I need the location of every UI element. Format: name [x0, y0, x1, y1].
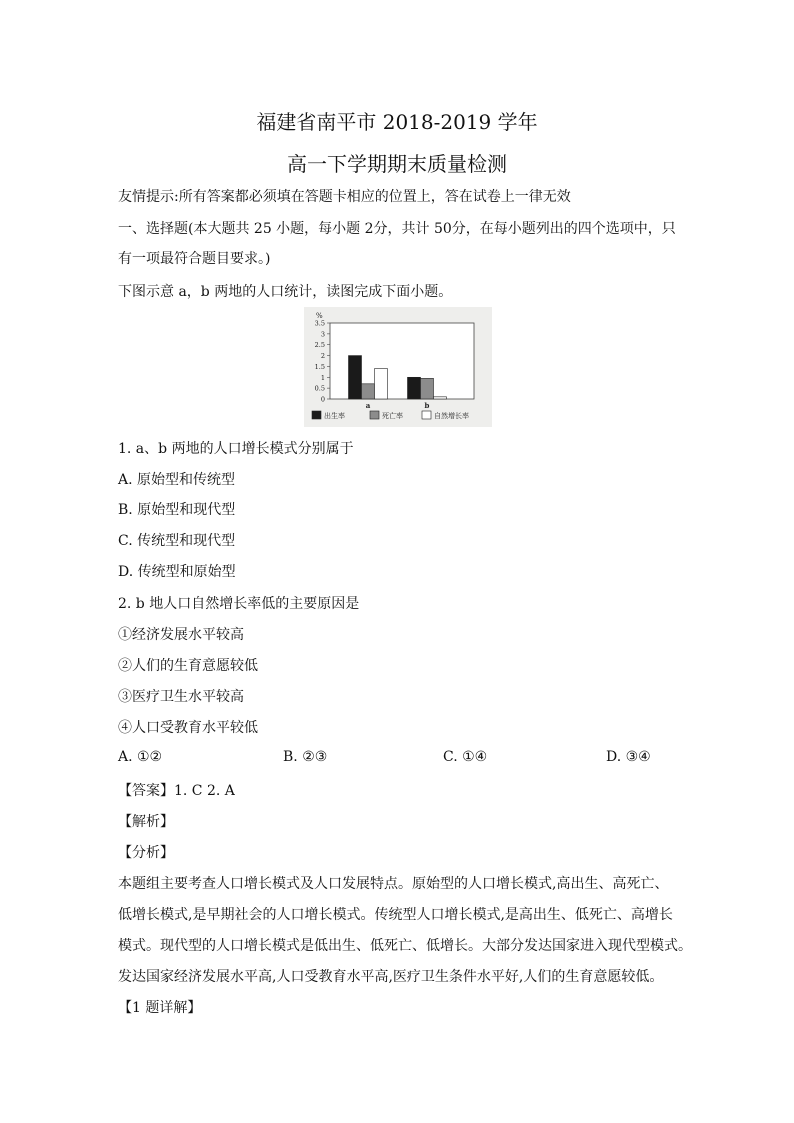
y-tick-label: 1.5: [314, 362, 325, 371]
notice-text: 友情提示:所有答案都必须填在答题卡相应的位置上，答在试卷上一律无效: [118, 189, 571, 205]
analysis-line-1: 本题组主要考查人口增长模式及人口发展特点。原始型的人口增长模式,高出生、高死亡、: [118, 876, 669, 892]
q2-option-a: A. ①②: [118, 749, 163, 765]
q1-option-b: B. 原始型和现代型: [118, 502, 236, 518]
q2-option-d: D. ③④: [606, 749, 651, 765]
q2-option-b: B. ②③: [283, 749, 328, 765]
x-tick-label: b: [424, 401, 430, 410]
q2-item-4: ④人口受教育水平较低: [118, 720, 258, 736]
y-tick-label: 2: [320, 352, 325, 361]
detail-label: 【1 题详解】: [118, 1000, 202, 1016]
q2-stem: 2. b 地人口自然增长率低的主要原因是: [118, 596, 360, 612]
y-tick-label: 3: [320, 330, 325, 339]
section-heading-line2: 有一项最符合题目要求。): [118, 251, 271, 267]
q2-item-3: ③医疗卫生水平较高: [118, 689, 244, 705]
page-subtitle: 高一下学期期末质量检测: [287, 152, 507, 176]
fenxi-label: 【分析】: [118, 845, 174, 861]
legend-swatch-1: [312, 411, 321, 419]
y-tick-label: 2.5: [314, 341, 325, 350]
section-heading-line1: 一、选择题(本大题共 25 小题，每小题 2分，共计 50分，在每小题列出的四个选项中，只: [118, 221, 676, 237]
legend-swatch-2: [370, 411, 379, 419]
q1-stem: 1. a、b 两地的人口增长模式分别属于: [118, 441, 354, 457]
bar-a-series-3: [375, 369, 388, 399]
legend-label-3: 自然增长率: [434, 412, 469, 420]
y-tick-label: 0.5: [314, 384, 325, 393]
q1-option-a: A. 原始型和传统型: [118, 472, 236, 488]
bar-b-series-2: [421, 378, 434, 399]
q1-option-d: D. 传统型和原始型: [118, 564, 236, 580]
y-axis-label: %: [316, 312, 323, 320]
x-tick-label: a: [365, 401, 371, 410]
bar-b-series-3: [434, 397, 447, 399]
bar-b-series-1: [408, 377, 421, 399]
analysis-line-3: 模式。现代型的人口增长模式是低出生、低死亡、低增长。大部分发达国家进入现代型模式。: [118, 938, 692, 954]
answer-line: 【答案】1. C 2. A: [118, 783, 235, 799]
bar-a-series-2: [362, 384, 375, 399]
legend-swatch-3: [422, 411, 431, 419]
q1-option-c: C. 传统型和现代型: [118, 533, 236, 549]
y-tick-label: 3.5: [314, 319, 325, 328]
q2-item-2: ②人们的生育意愿较低: [118, 658, 258, 674]
analysis-label: 【解析】: [118, 814, 174, 830]
y-tick-label: 1: [320, 373, 325, 382]
analysis-line-4: 发达国家经济发展水平高,人口受教育水平高,医疗卫生条件水平好,人们的生育意愿较低。: [118, 969, 664, 985]
population-chart: [304, 307, 492, 427]
chart-svg: [304, 307, 492, 427]
legend-label-1: 出生率: [324, 412, 345, 420]
bar-a-series-1: [349, 356, 362, 399]
q2-option-c: C. ①④: [443, 749, 488, 765]
analysis-line-2: 低增长模式,是早期社会的人口增长模式。传统型人口增长模式,是高出生、低死亡、高增长: [118, 907, 673, 923]
page-title: 福建省南平市 2018-2019 学年: [256, 110, 538, 134]
legend-label-2: 死亡率: [382, 412, 403, 420]
figure-intro: 下图示意 a，b 两地的人口统计，读图完成下面小题。: [118, 284, 453, 300]
q2-item-1: ①经济发展水平较高: [118, 627, 244, 643]
y-tick-label: 0: [320, 395, 325, 404]
